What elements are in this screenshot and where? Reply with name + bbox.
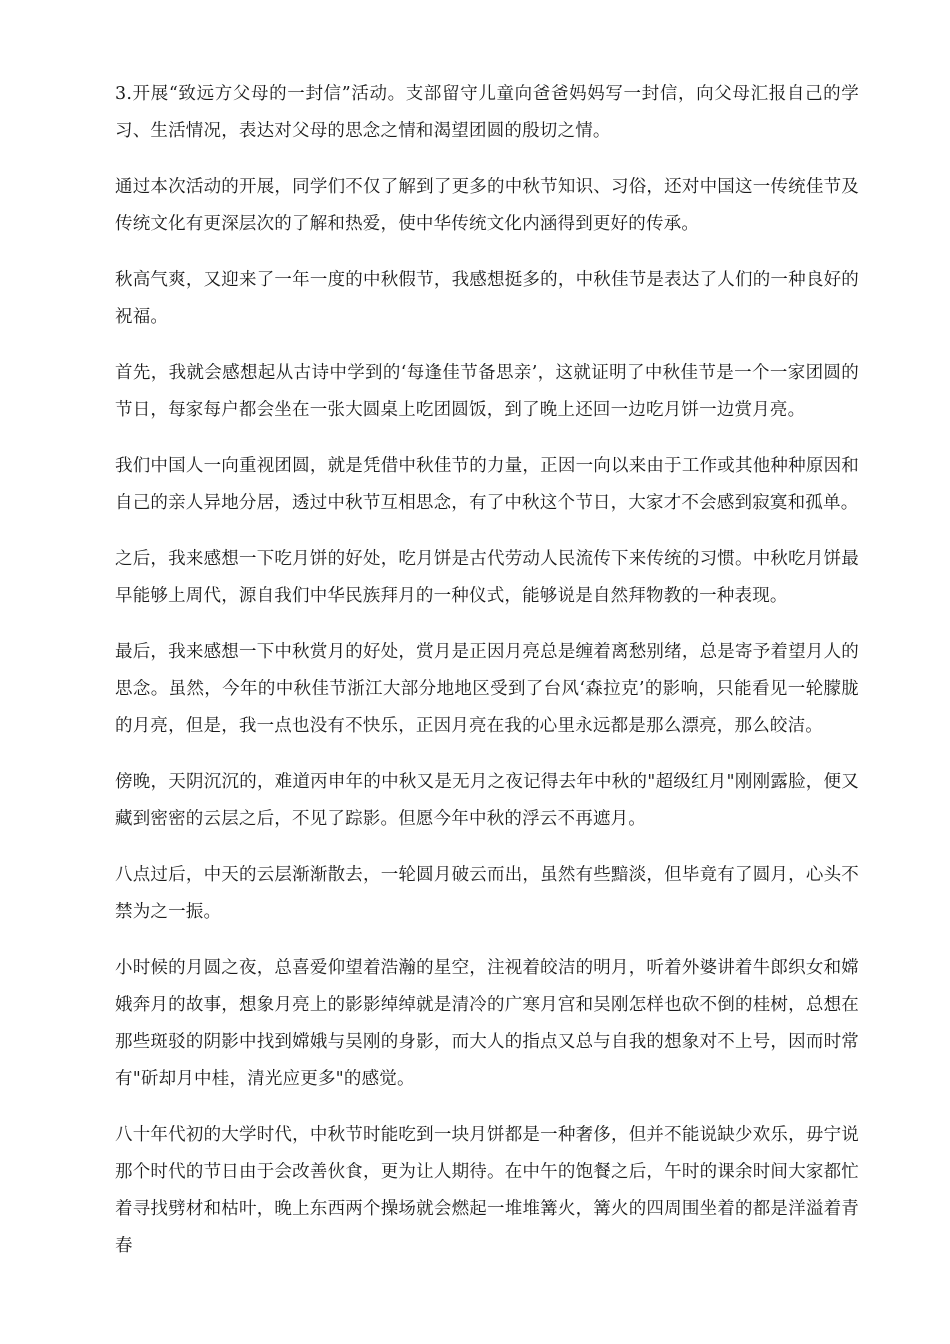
paragraph-evening: 傍晚，天阴沉沉的，难道丙申年的中秋又是无月之夜记得去年中秋的"超级红月"刚刚露脸，便又藏到密密的云层之后，不见了踪影。但愿今年中秋的浮云不再遮月。	[115, 772, 859, 829]
paragraph-childhood: 小时候的月圆之夜，总喜爱仰望着浩瀚的星空，注视着皎洁的明月，听着外婆讲着牛郎织女和嫦娥奔月的故事，想象月亮上的影影绰绰就是清冷的广寒月宫和吴刚怎样也砍不倒的桂树，总想在那些斑驳的阴影中找到嫦娥与吴刚的身影，而大人的指点又总与自我的想象对不上号，因而时常有"斫却月中桂，清光应更多"的感觉。	[115, 958, 859, 1089]
paragraph-mooncake: 之后，我来感想一下吃月饼的好处，吃月饼是古代劳动人民流传下来传统的习惯。中秋吃月饼最早能够上周代，源自我们中华民族拜月的一种仪式，能够说是自然拜物教的一种表现。	[115, 549, 859, 606]
paragraph-first-reunion: 首先，我就会感想起从古诗中学到的‘每逢佳节备思亲’，这就证明了中秋佳节是一个一家团圆的节日，每家每户都会坐在一张大圆桌上吃团圆饭，到了晚上还回一边吃月饼一边赏月亮。	[115, 363, 859, 420]
paragraph-university: 八十年代初的大学时代，中秋节时能吃到一块月饼都是一种奢侈，但并不能说缺少欢乐，毋宁说那个时代的节日由于会改善伙食，更为让人期待。在中午的饱餐之后，午时的课余时间大家都忙着寻找劈材和枯叶，晚上东西两个操场就会燃起一堆堆篝火，篝火的四周围坐着的都是洋溢着青春	[115, 1125, 859, 1256]
paragraph-activity-summary: 通过本次活动的开展，同学们不仅了解到了更多的中秋节知识、习俗，还对中国这一传统佳节及传统文化有更深层次的了解和热爱，使中华传统文化内涵得到更好的传承。	[115, 177, 859, 234]
paragraph-eight-oclock: 八点过后，中天的云层渐渐散去，一轮圆月破云而出，虽然有些黯淡，但毕竟有了圆月，心头不禁为之一振。	[115, 865, 859, 922]
paragraph-mid-autumn-intro: 秋高气爽，又迎来了一年一度的中秋假节，我感想挺多的，中秋佳节是表达了人们的一种良好的祝福。	[115, 270, 859, 327]
paragraph-moon-viewing: 最后，我来感想一下中秋赏月的好处，赏月是正因月亮总是缠着离愁别绪，总是寄予着望月人的思念。虽然，今年的中秋佳节浙江大部分地地区受到了台风‘森拉克’的影响，只能看见一轮朦胧的月亮，但是，我一点也没有不快乐，正因月亮在我的心里永远都是那么漂亮，那么皎洁。	[115, 642, 859, 736]
document-body	[115, 76, 859, 1284]
paragraph-chinese-reunion: 我们中国人一向重视团圆，就是凭借中秋佳节的力量，正因一向以来由于工作或其他种种原因和自己的亲人异地分居，透过中秋节互相思念，有了中秋这个节日，大家才不会感到寂寞和孤单。	[115, 456, 859, 513]
paragraph-activity-letter: 3.开展“致远方父母的一封信”活动。支部留守儿童向爸爸妈妈写一封信，向父母汇报自己的学习、生活情况，表达对父母的思念之情和渴望团圆的殷切之情。	[115, 84, 859, 141]
